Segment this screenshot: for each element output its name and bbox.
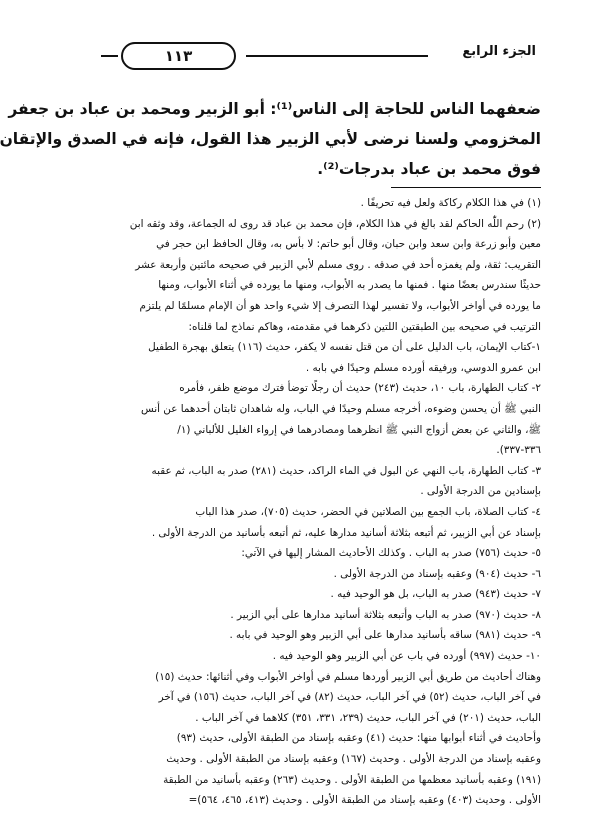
header-rule <box>246 55 428 57</box>
footnote-line: ما يورده في أواخر الأبواب، ولا تفسير لهذا التصرف إلا شيء واحد هو أن الإمام مسلمًا لم يلتزم <box>139 299 541 312</box>
footnote-line: ٨- حديث (٩٧٠) صدر به الباب وأتبعه بثلاثة أسانيد مدارها على أبي الزبير . <box>230 608 541 621</box>
footnote-separator <box>391 187 541 188</box>
footnote-line: وعقبه بإسناد من الدرجة الأولى . وحديث (١٦٧) وعقبه بإسناد من الطبقة الأولى . وحديث <box>166 753 541 766</box>
footnote-line: (٢) رحم اللّٰه الحاكم لقد بالغ في هذا الكلام، فإن محمد بن عباد قد روى له الجماعة، وقد وثقه ابن <box>129 217 541 230</box>
footnote-line: وهناك أحاديث من طريق أبي الزبير أوردها مسلم في أواخر الأبواب وفي أثنائها: حديث (١٥) <box>155 670 541 683</box>
footnote-line: ١-كتاب الإيمان، باب الدليل على أن من قتل نفسه لا يكفر، حديث (١١٦) يتعلق بهجرة الطفيل <box>148 341 541 354</box>
footnote-line: ٣٣٦-٣٣٧). <box>496 444 541 457</box>
footnote-line: ٤- كتاب الصلاة، باب الجمع بين الصلاتين في الحضر، حديث (٧٠٥)، صدر هذا الباب <box>195 505 541 518</box>
footnotes <box>95 193 541 811</box>
footnote-line: وأحاديث في أثناء أبوابها منها: حديث (٤١) وعقبه بإسناد من الطبقة الأولى، حديث (٩٣) <box>176 732 541 745</box>
footnote-line: الباب، حديث (٢٠١) في آخر الباب، حديث (٢٣٩، ٣٣١، ٣٥١) كلاهما في آخر الباب . <box>195 711 541 724</box>
main-text-line: ضعفهما الناس للحاجة إلى الناس⁽¹⁾: أبو الزبير ومحمد بن عباد بن جعفر <box>8 100 541 118</box>
footnote-line: ٧- حديث (٩٤٣) صدر به الباب، بل هو الوحيد فيه . <box>330 588 541 601</box>
footnote-line: (١) في هذا الكلام ركاكة ولعل فيه تحريفًا . <box>360 197 541 209</box>
header-rule <box>101 55 118 57</box>
footnote-line: ٦- حديث (٩٠٤) وعقبه بإسناد من الدرجة الأولى . <box>333 567 541 580</box>
footnote-line: ابن عمرو الدوسي، ورفيقه أورده مسلم وحيدًا في بابه . <box>305 361 541 374</box>
footnote-line: التقريب: ثقة، ولم يغمزه أحد في صدقه . روى مسلم لأبي الزبير في صحيحه مائتين وأربعة عشر <box>135 258 541 271</box>
footnote-line: ١٠- حديث (٩٩٧) أورده في باب عن أبي الزبير وهو الوحيد فيه . <box>272 650 541 663</box>
footnote-line: (١٩١) وعقبه بأسانيد معظمها من الطبقة الأولى . وحديث (٢٦٣) وعقبه بأسانيد من الطبقة <box>163 773 541 786</box>
footnote-line: حديثًا سندرس بعضًا منها . فمنها ما يصدر به الأبواب، ومنها ما يورده في أثناء الأبواب، ومنها <box>158 279 541 292</box>
footnote-line: معين وأبو زرعة وابن سعد وابن حبان، وقال أبو حاتم: لا بأس به، وقال الحافظ ابن حجر في <box>156 238 541 251</box>
page-number: ١١٣ <box>121 42 236 70</box>
main-text-line: المخزومي ولسنا نرضى لأبي الزبير هذا القول، فإنه في الصدق والإتقان <box>0 130 541 148</box>
footnote-line: في آخر الباب، حديث (٥٢) في آخر الباب، حديث (٨٢) في آخر الباب، حديث (١٥٦) في آخر <box>158 691 541 704</box>
main-text-line: فوق محمد بن عباد بدرجات⁽²⁾. <box>317 160 541 178</box>
running-title: الجزء الرابع <box>462 44 536 59</box>
footnote-line: بإسناد عن أبي الزبير، ثم أتبعه بثلاثة أسانيد مدارها عليه، ثم أتبعه بأسانيد من الدرجة الأولى . <box>151 526 541 539</box>
footnote-line: ٥- حديث (٧٥٦) صدر به الباب . وكذلك الأحاديث المشار إليها في الآتي: <box>241 547 541 560</box>
footnote-line: ٩- حديث (٩٨١) ساقه بأسانيد مدارها على أبي الزبير وهو الوحيد في بابه . <box>229 629 541 642</box>
footnote-line: الأولى . وحديث (٤٠٣) وعقبه بإسناد من الطبقة الأولى . وحديث (٤١٣، ٤٦٥، ٥٦٤)= <box>188 794 541 807</box>
footnote-line: ٣- كتاب الطهارة، باب النهي عن البول في الماء الراكد، حديث (٢٨١) صدر به الباب، ثم عقبه <box>151 464 541 477</box>
footnote-line: بإسنادين من الدرجة الأولى . <box>420 485 541 498</box>
page-header <box>101 38 536 74</box>
footnote-line: النبي ﷺ أن يحسن وضوءه، أخرجه مسلم وحيدًا في الباب، وله شاهدان ثابتان أحدهما عن أنس <box>140 402 541 415</box>
footnote-line: ٢- كتاب الطهارة، باب ١٠، حديث (٢٤٣) حديث أن رجلًا توضأ فترك موضع ظفر، فأمره <box>179 382 541 395</box>
footnote-line: ﷺ، والثاني عن بعض أزواج النبي ﷺ انظرهما ومصادرهما في إرواء الغليل للألباني (١/ <box>177 423 541 436</box>
footnote-line: الترتيب في صحيحه بين الطبقتين اللتين ذكرهما في مقدمته، وهاكم نماذج لما قلناه: <box>188 320 541 333</box>
main-text <box>0 94 541 184</box>
